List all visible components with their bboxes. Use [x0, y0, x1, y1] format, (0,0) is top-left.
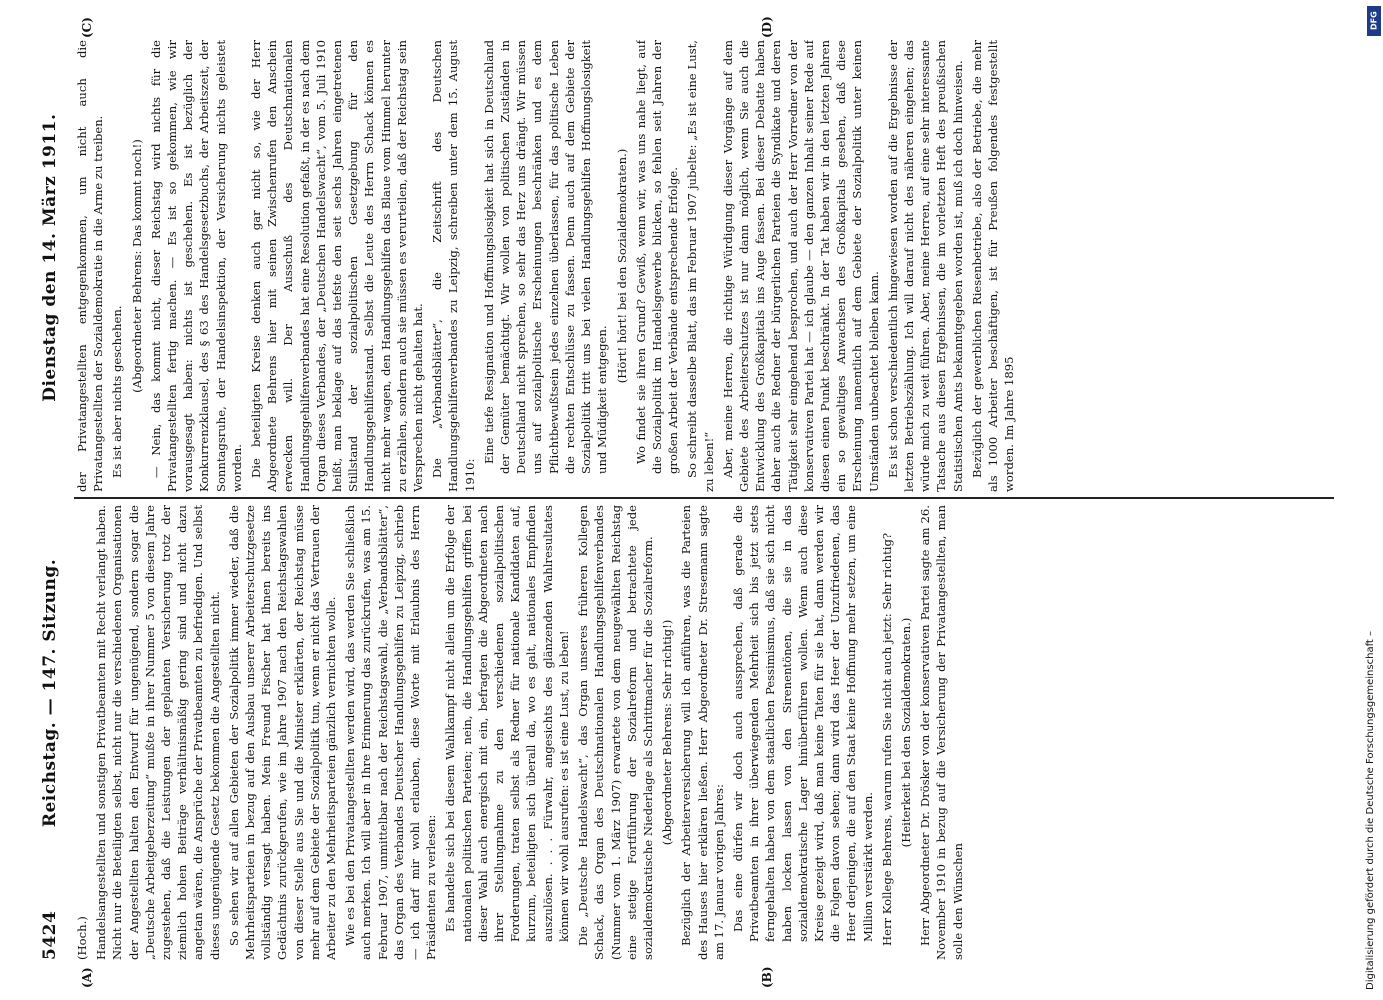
left-column [74, 505, 1344, 960]
paragraph: Bezüglich der Arbeiterversicherung will ich anführen, was die Parteien des Hauses hier erklären ließen. Herr Abgeordneter Dr. Stresemann sagte am 17. Januar vorigen Jahres: [679, 505, 726, 960]
paragraph: Herr Abgeordneter Dr. Drösker von der konservativen Partei sagte am 26. November 1910 in bezug auf die Versicherung der Privatangestellten, man solle den Wünschen [918, 505, 965, 960]
paragraph: So sehen wir auf allen Gebieten der Sozialpolitik immer wieder, daß die Mehrheitsparteien in bezug auf den Ausbau unserer Arbeiterschutzgesetze vollständig versagt haben. Mein Freund Fischer hat Ihnen bereits ins Gedächtnis zurückgerufen, wie im Jahre 1907 nach den Reichstagswahlen von dieser Stelle aus Sie und die Minister erklärten, der Reichstag müsse mehr auf dem Gebiete der Sozialpolitik tun, wenn er nicht das Vertrauen der Arbeiter zu den Mehrheitsparteien gänzlich vernichten wolle. [226, 505, 339, 960]
quotation: Eine tiefe Resignation und Hoffnungslosigkeit hat sich in Deutschland der Gemüter bemächtigt. Wir wollen von politischen Zuständen in Deutschland nicht sprechen, so sehr das Herz uns drängt. Wir müssen uns auf sozialpolitische Erscheinungen beschränken und es dem Pflichtbewußtsein jedes einzelnen überlassen, für das politische Leben die rechten Entschlüsse zu fassen. Denn auch auf dem Gebiete der Sozialpolitik tritt uns bei vielen Handlungsgehilfen Hoffnungslosigkeit und Müdigkeit entgegen. [481, 40, 610, 474]
page-header [40, 40, 70, 960]
quotation: Es handelte sich bei diesem Wahlkampf nicht allein um die Erfolge der nationalen politischen Parteien; nein, die Handlungsgehilfen griffen bei dieser Wahl auch energisch mit ein, befragten die Abgeordneten nach ihrer Stellungnahme zu den verschiedenen sozialpolitischen Forderungen, traten selbst als Redner für nationale Kandidaten auf, kurzum, beteiligten sich überall da, wo es galt, nationales Empfinden auszulösen. . . . Fürwahr, angesichts des glänzenden Wahlresultates können wir wohl ausrufen: es ist eine Lust, zu leben! [443, 505, 571, 942]
paragraph: Die beteiligten Kreise denken auch gar nicht so, wie der Herr Abgeordnete Behrens hier mit seinen Zwischenrufen den Anschein erwecken will. Der Ausschuß des Deutschnationalen Handlungsgehilfenverbandes hat eine Resolution gefaßt, in der es nach dem Organ dieses Verbandes, der „Deutschen Handelswacht“, vom 5. Juli 1910 heißt, man beklage auf das tiefste den seit sechs Jahren eingetretenen Stillstand der sozialpolitischen Gesetzgebung für den Handlungsgehilfenstand. Selbst die Leute des Herrn Schack können es nicht mehr wagen, den Handlungsgehilfen das Blaue vom Himmel herunter zu erzählen, sondern auch sie müssen es verurteilen, daß der Reichstag sein Versprechen nicht gehalten hat. [249, 40, 426, 492]
session-date: Dienstag den 14. März 1911. [40, 113, 60, 402]
page-number: 5424 [40, 910, 60, 960]
margin-marker-a: (A) [80, 967, 94, 988]
session-title: Reichstag. — 147. Sitzung. [40, 558, 60, 828]
paragraph: So schreibt dasselbe Blatt, das im Februar 1907 jubelte: „Es ist eine Lust, zu leben!“ [685, 40, 716, 492]
interjection: (Hört! hört! bei den Sozialdemokraten.) [614, 148, 629, 384]
dfg-logo: DFG [1367, 6, 1381, 36]
paragraph: Wie es bei den Privatangestellten werden wird, das werden Sie schließlich auch merken. Ich will aber in Ihre Erinnerung das zurückrufen, was am 15. Februar 1907, unmittelbar nach der Reichstagswahl, die „Verbandsblätter“, das Organ des Verbandes Deutscher Handlungsgehilfen zu Leipzig, schrieb — ich darf mir wohl erlauben, diese Worte mit Erlaubnis des Herrn Präsidenten zu verlesen: [343, 505, 439, 960]
right-column [74, 40, 1344, 492]
paragraph: Es ist schon verschiedentlich hingewiesen worden auf die Ergebnisse der letzten Betriebszählung. Ich will darauf nicht des näheren eingehen; das würde mich zu weit führen. Aber, meine Herren, auf eine sehr interessante Tatsache aus diesen Ergebnissen, die im vorletzten Heft des preußischen Statistischen Amts bekanntgegeben worden ist, muß ich doch hinweisen. [885, 40, 965, 492]
paragraph: der Privatangestellten entgegenkommen, um nicht auch die Privatangestellten der Sozialdemokratie in die Arme zu treiben. [75, 40, 106, 492]
paragraph: Herr Kollege Behrens, warum rufen Sie nicht auch jetzt: Sehr richtig? [879, 532, 894, 946]
paragraph: Bezüglich der gewerblichen Riesenbetriebe, also der Betriebe, die mehr als 1000 Arbeiter beschäftigen, ist für Preußen folgendes festgestellt worden. Im Jahre 1895 [969, 40, 1017, 492]
paragraph: Die „Verbandsblätter“, die Zeitschrift des Deutschen Handlungsgehilfenverbandes zu Leipzig, schreiben unter dem 15. August 1910: [430, 40, 477, 492]
paragraph: Die „Deutsche Handelswacht“, das Organ unseres früheren Kollegen Schack, das Organ des Deutschnationalen Handlungsgehilfenverbandes (Nummer vom 1. März 1907) erwartete von dem neugewählten Reichstag eine stetige Fortführung der Sozialreform und betrachtete jede sozialdemokratische Niederlage als Schrittmacher für die Sozialreform. [576, 505, 655, 960]
quotation: Wo findet sie ihren Grund? Gewiß, wenn wir, was uns nahe liegt, auf die Sozialpolitik im Handelsgewerbe blicken, so fehlen seit Jahren der großen Arbeit der Verbände entsprechende Erfolge. [633, 40, 681, 474]
margin-marker-b: (B) [760, 966, 774, 988]
paragraph: Handelsangestellten und sonstigen Privatbeamten mit Recht verlangt haben. Nicht nur die Beteiligten selbst, nicht nur die verschiedenen Organisationen der Angestellten halten den Entwurf für ungenügend, sondern sogar die „Deutsche Arbeitgeberzeitung“ mußte in ihrer Nummer 5 von diesem Jahre zugestehen, daß die Leistungen der geplanten Versicherung trotz der ziemlich hohen Beiträge verhältnismäßig gering sind und nicht dazu angetan wären, die Ansprüche der Privatbeamten zu befriedigen. Und selbst dieses ungenügende Gesetz bekommen die Angestellten nicht. [94, 505, 222, 960]
digitization-note-text: Digitalisierung gefördert durch die Deutsche Forschungsgemeinschaft – [1365, 630, 1376, 990]
document-page [40, 16, 1350, 988]
margin-marker-c: (C) [80, 17, 94, 38]
interjection: (Abgeordneter Behrens: Sehr richtig!) [660, 619, 675, 846]
margin-marker-d: (D) [760, 16, 774, 38]
paragraph: — Nein, das kommt nicht, dieser Reichstag wird nichts für die Privatangestellten fertig machen. — Es ist so gekommen, wie wir vorausgesagt haben: nichts ist geschehen. Es ist bezüglich der Konkurrenzklausel, des § 63 des Handelsgesetzbuchs, der Arbeitszeit, der Sonntagsruhe, der Handelsinspektion, der Versicherung nichts geleistet worden. [148, 40, 244, 492]
interjection: (Heiterkeit bei den Sozialdemokraten.) [898, 617, 913, 848]
quotation: Das eine dürfen wir doch auch aussprechen, daß gerade die Privatbeamten in ihrer überwiegenden Mehrheit sich bis jetzt stets ferngehalten haben von dem staatlichen Pessimismus, daß sie sich nicht haben locken lassen von den Sirenentönen, die sie in das sozialdemokratische Lager hinüberführen wollen. Wenn auch diese Kreise gezeigt wird, daß man keine Taten für sie hat, dann werden wir die Folgen davon sehen; dann wird das Heer der Unzufriedenen, das Heer derjenigen, die auf den Staat keine Hoffnung mehr setzen, um eine Million verstärkt werden. [730, 505, 875, 942]
interjection: (Abgeordneter Behrens: Das kommt noch!) [129, 139, 144, 393]
paragraph: Aber, meine Herren, die richtige Würdigung dieser Vorgänge auf dem Gebiete des Arbeiterschutzes ist nur dann möglich, wenn Sie auch die Entwicklung des Großkapitals ins Auge fassen. Bei dieser Debatte haben daher auch die Redner der bürgerlichen Parteien die Syndikate und deren Tätigkeit sehr eingehend besprochen, und auch der Herr Vorredner von der konservativen Partei hat — ich glaube — den ganzen Inhalt seiner Rede auf diesen einen Punkt beschränkt. In der Tat haben wir in den letzten Jahren ein so gewaltiges Anwachsen des Großkapitals gesehen, daß diese Erscheinung namentlich auf dem Gebiete der Sozialpolitik unter keinen Umständen unbeachtet bleiben kann. [720, 40, 881, 492]
column-divider [74, 497, 1334, 499]
paragraph: Es ist aber nichts geschehen. [110, 305, 125, 478]
paragraph: (Hoch.) [75, 916, 89, 960]
digitization-note [1365, 10, 1379, 990]
